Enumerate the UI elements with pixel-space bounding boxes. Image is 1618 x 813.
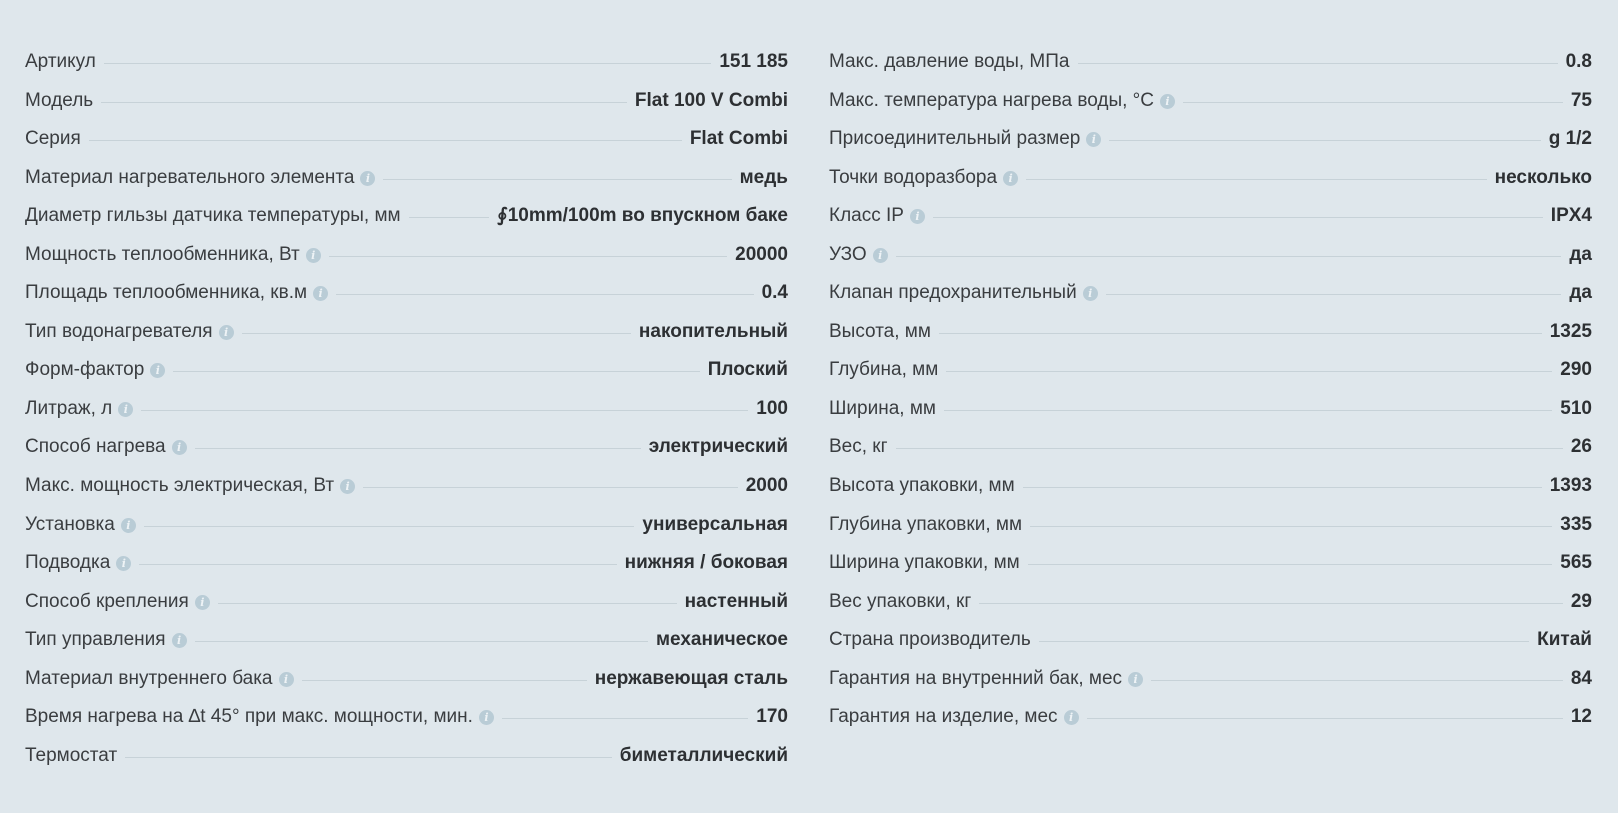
dotted-leader	[139, 564, 616, 565]
info-icon[interactable]: i	[116, 556, 131, 571]
dotted-leader	[1183, 102, 1563, 103]
spec-value: 565	[1560, 552, 1592, 574]
spec-value: 290	[1560, 359, 1592, 381]
spec-value: универсальная	[642, 513, 788, 535]
dotted-leader	[141, 410, 748, 411]
spec-row	[25, 746, 788, 785]
dotted-leader	[125, 757, 612, 758]
spec-value: да	[1569, 282, 1592, 304]
spec-row	[829, 91, 1592, 130]
info-icon[interactable]: i	[118, 402, 133, 417]
spec-row	[829, 283, 1592, 322]
spec-value: 1325	[1549, 320, 1592, 342]
spec-value: Плоский	[707, 359, 788, 381]
spec-value: настенный	[684, 590, 788, 612]
info-icon[interactable]: i	[150, 363, 165, 378]
spec-label: Термостат	[25, 744, 118, 766]
info-icon[interactable]: i	[306, 248, 321, 263]
spec-row	[829, 168, 1592, 207]
spec-label: Способ крепления	[25, 590, 189, 612]
dotted-leader	[1028, 564, 1553, 565]
spec-value: Китай	[1537, 629, 1592, 651]
dotted-leader	[1106, 294, 1562, 295]
info-icon[interactable]: i	[873, 248, 888, 263]
dotted-leader	[336, 294, 754, 295]
spec-label: Площадь теплообменника, кв.м	[25, 282, 308, 304]
specs-left-column	[25, 52, 788, 784]
spec-row	[829, 476, 1592, 515]
spec-row	[829, 515, 1592, 554]
spec-label: Глубина, мм	[829, 359, 939, 381]
dotted-leader	[1030, 526, 1552, 527]
dotted-leader	[896, 448, 1563, 449]
spec-value: 75	[1570, 89, 1592, 111]
spec-label: Материал внутреннего бака	[25, 667, 273, 689]
spec-label: Артикул	[25, 51, 96, 72]
spec-label: Макс. давление воды, МПа	[829, 51, 1070, 72]
info-icon[interactable]: i	[1128, 672, 1143, 687]
spec-row	[25, 283, 788, 322]
spec-label: Материал нагревательного элемента	[25, 166, 355, 188]
dotted-leader	[1078, 63, 1558, 64]
spec-value: 2000	[745, 475, 788, 497]
spec-row	[829, 206, 1592, 245]
spec-value: электрический	[648, 436, 788, 458]
dotted-leader	[383, 179, 731, 180]
dotted-leader	[242, 333, 631, 334]
spec-label: Тип управления	[25, 629, 166, 651]
spec-label: Тип водонагревателя	[25, 320, 213, 342]
spec-value: нержавеющая сталь	[594, 667, 788, 689]
dotted-leader	[1087, 718, 1563, 719]
spec-label: Подводка	[25, 552, 111, 574]
dotted-leader	[329, 256, 727, 257]
dotted-leader	[101, 102, 627, 103]
spec-label: Время нагрева на ∆t 45° при макс. мощности, мин.	[25, 706, 473, 728]
spec-label: Установка	[25, 513, 115, 535]
spec-label: Макс. температура нагрева воды, °С	[829, 89, 1154, 111]
spec-row	[25, 129, 788, 168]
dotted-leader	[939, 333, 1542, 334]
spec-label: Ширина упаковки, мм	[829, 552, 1020, 574]
info-icon[interactable]: i	[1160, 94, 1175, 109]
spec-value: биметаллический	[619, 744, 788, 766]
spec-label: Литраж, л	[25, 397, 113, 419]
spec-row	[25, 91, 788, 130]
spec-value: 20000	[735, 243, 788, 265]
spec-value: 0.8	[1565, 51, 1592, 72]
spec-row	[25, 52, 788, 91]
info-icon[interactable]: i	[1086, 132, 1101, 147]
info-icon[interactable]: i	[1003, 171, 1018, 186]
spec-label: Серия	[25, 128, 81, 150]
info-icon[interactable]: i	[279, 672, 294, 687]
spec-value: 12	[1570, 706, 1592, 728]
info-icon[interactable]: i	[313, 286, 328, 301]
dotted-leader	[104, 63, 711, 64]
spec-value: 510	[1560, 397, 1592, 419]
spec-label: Вес, кг	[829, 436, 888, 458]
spec-value: медь	[739, 166, 788, 188]
info-icon[interactable]: i	[1064, 710, 1079, 725]
spec-row	[25, 437, 788, 476]
dotted-leader	[195, 448, 641, 449]
dotted-leader	[944, 410, 1552, 411]
spec-label: Клапан предохранительный	[829, 282, 1077, 304]
specs-right-column	[829, 52, 1592, 746]
spec-label: УЗО	[829, 243, 867, 265]
spec-value: механическое	[655, 629, 788, 651]
spec-value: g 1/2	[1548, 128, 1592, 150]
spec-label: Макс. мощность электрическая, Вт	[25, 475, 335, 497]
spec-row	[829, 322, 1592, 361]
spec-row	[25, 669, 788, 708]
info-icon[interactable]: i	[195, 595, 210, 610]
spec-value: 0.4	[761, 282, 788, 304]
spec-label: Высота упаковки, мм	[829, 475, 1015, 497]
dotted-leader	[1026, 179, 1487, 180]
spec-value: Flat 100 V Combi	[634, 89, 788, 111]
spec-value: Flat Combi	[689, 128, 788, 150]
spec-value: ∮10mm/100m во впускном баке	[497, 205, 788, 227]
dotted-leader	[1109, 140, 1540, 141]
spec-value: нижняя / боковая	[624, 552, 788, 574]
spec-label: Гарантия на изделие, мес	[829, 706, 1058, 728]
spec-label: Класс IP	[829, 205, 904, 227]
spec-row	[829, 245, 1592, 284]
spec-row	[25, 553, 788, 592]
spec-label: Мощность теплообменника, Вт	[25, 243, 300, 265]
spec-value: накопительный	[638, 320, 788, 342]
dotted-leader	[896, 256, 1562, 257]
spec-label: Высота, мм	[829, 320, 931, 342]
spec-row	[25, 168, 788, 207]
spec-value: 100	[756, 397, 788, 419]
info-icon[interactable]: i	[479, 710, 494, 725]
dotted-leader	[195, 641, 648, 642]
spec-label: Присоединительный размер	[829, 128, 1081, 150]
info-icon[interactable]: i	[219, 325, 234, 340]
spec-row	[829, 399, 1592, 438]
info-icon[interactable]: i	[340, 479, 355, 494]
spec-row	[25, 399, 788, 438]
spec-row	[829, 630, 1592, 669]
spec-value: 335	[1560, 513, 1592, 535]
spec-value: 84	[1570, 667, 1592, 689]
spec-row	[829, 437, 1592, 476]
spec-label: Модель	[25, 89, 94, 111]
dotted-leader	[1023, 487, 1542, 488]
spec-value: да	[1569, 243, 1592, 265]
spec-row	[25, 630, 788, 669]
dotted-leader	[979, 603, 1563, 604]
dotted-leader	[363, 487, 738, 488]
dotted-leader	[1039, 641, 1529, 642]
spec-label: Страна производитель	[829, 629, 1031, 651]
spec-label: Диаметр гильзы датчика температуры, мм	[25, 205, 401, 227]
spec-label: Гарантия на внутренний бак, мес	[829, 667, 1123, 689]
spec-row	[25, 592, 788, 631]
spec-row	[25, 476, 788, 515]
spec-row	[829, 129, 1592, 168]
spec-value: 151 185	[719, 51, 788, 72]
spec-label: Ширина, мм	[829, 397, 936, 419]
spec-row	[829, 707, 1592, 746]
info-icon[interactable]: i	[121, 518, 136, 533]
spec-row	[829, 52, 1592, 91]
spec-value: 1393	[1549, 475, 1592, 497]
dotted-leader	[502, 718, 748, 719]
dotted-leader	[302, 680, 587, 681]
spec-row	[829, 669, 1592, 708]
spec-value: 29	[1570, 590, 1592, 612]
spec-label: Глубина упаковки, мм	[829, 513, 1023, 535]
spec-row	[25, 245, 788, 284]
dotted-leader	[946, 371, 1552, 372]
dotted-leader	[144, 526, 635, 527]
dotted-leader	[173, 371, 699, 372]
spec-value: 170	[756, 706, 788, 728]
info-icon[interactable]: i	[910, 209, 925, 224]
dotted-leader	[933, 217, 1543, 218]
spec-label: Форм-фактор	[25, 359, 145, 381]
spec-label: Вес упаковки, кг	[829, 590, 972, 612]
spec-row	[25, 515, 788, 554]
spec-value: несколько	[1494, 166, 1592, 188]
spec-row	[25, 707, 788, 746]
spec-row	[25, 322, 788, 361]
info-icon[interactable]: i	[172, 440, 187, 455]
spec-row	[25, 360, 788, 399]
spec-label: Точки водоразбора	[829, 166, 998, 188]
dotted-leader	[409, 217, 489, 218]
spec-row	[25, 206, 788, 245]
dotted-leader	[89, 140, 682, 141]
spec-label: Способ нагрева	[25, 436, 166, 458]
dotted-leader	[1151, 680, 1563, 681]
info-icon[interactable]: i	[1083, 286, 1098, 301]
info-icon[interactable]: i	[360, 171, 375, 186]
spec-value: IPX4	[1550, 205, 1592, 227]
spec-row	[829, 592, 1592, 631]
info-icon[interactable]: i	[172, 633, 187, 648]
spec-value: 26	[1570, 436, 1592, 458]
spec-row	[829, 553, 1592, 592]
dotted-leader	[218, 603, 677, 604]
spec-row	[829, 360, 1592, 399]
